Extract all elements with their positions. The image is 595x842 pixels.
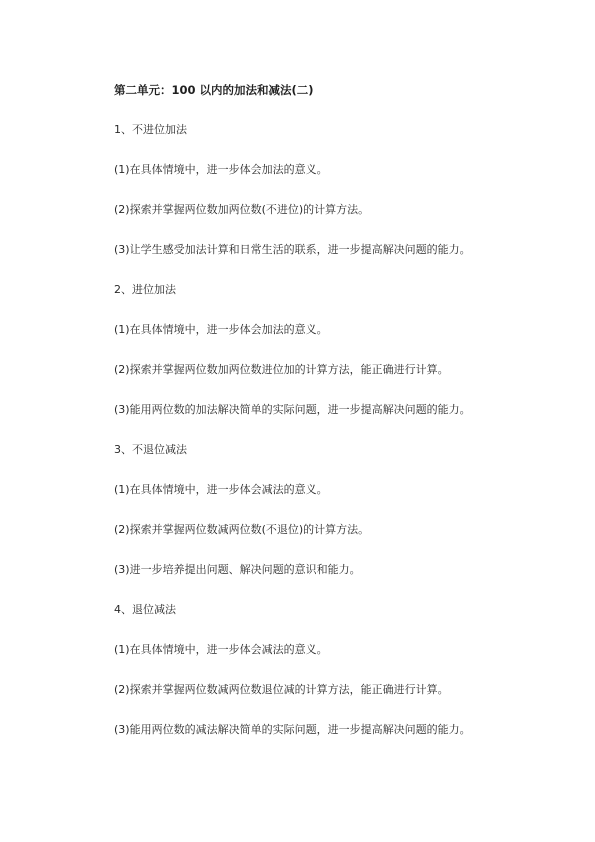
list-item: (2)探索并掌握两位数加两位数(不进位)的计算方法。 [114,203,370,216]
section-heading: 1、不进位加法 [114,123,187,136]
list-item: (2)探索并掌握两位数减两位数退位减的计算方法，能正确进行计算。 [114,683,449,696]
list-item: (3)能用两位数的加法解决简单的实际问题，进一步提高解决问题的能力。 [114,403,471,416]
document-content [114,82,554,762]
page-title: 第二单元：100 以内的加法和减法(二) [114,83,314,97]
section-heading: 3、不退位减法 [114,443,187,456]
list-item: (2)探索并掌握两位数减两位数(不退位)的计算方法。 [114,523,370,536]
section-heading: 2、进位加法 [114,283,176,296]
list-item: (3)让学生感受加法计算和日常生活的联系，进一步提高解决问题的能力。 [114,243,471,256]
list-item: (1)在具体情境中，进一步体会加法的意义。 [114,163,328,176]
list-item: (3)进一步培养提出问题、解决问题的意识和能力。 [114,563,361,576]
section-heading: 4、退位减法 [114,603,176,616]
list-item: (1)在具体情境中，进一步体会加法的意义。 [114,323,328,336]
list-item: (1)在具体情境中，进一步体会减法的意义。 [114,643,328,656]
list-item: (1)在具体情境中，进一步体会减法的意义。 [114,483,328,496]
list-item: (2)探索并掌握两位数加两位数进位加的计算方法，能正确进行计算。 [114,363,449,376]
list-item: (3)能用两位数的减法解决简单的实际问题，进一步提高解决问题的能力。 [114,723,471,736]
